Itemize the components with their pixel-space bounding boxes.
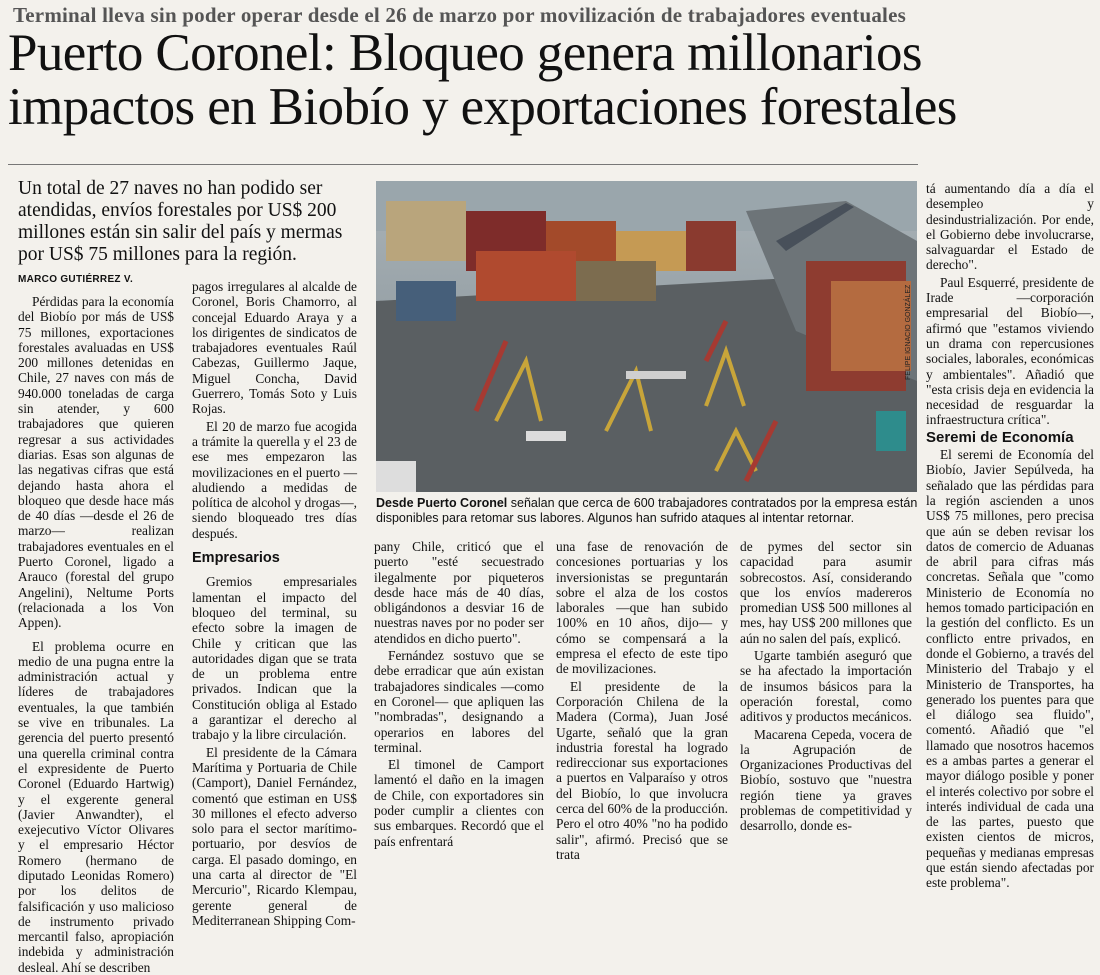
paragraph: El presidente de la Corporación Chilena de la Madera (Corma), Juan José Ugarte, señaló que la gran industria forestal ha logrado redireccionar sus exportaciones a puertos en Valparaíso y otros del Biobío, lo que involucra cerca del 60% de la producción. Pero el otro 40% "no ha podido salir", afirmó. Precisó que se trata <box>556 678 728 862</box>
column-5 <box>740 539 912 834</box>
column-2 <box>192 279 357 928</box>
column-1 <box>18 294 174 975</box>
paragraph: Ugarte también aseguró que se ha afectado la importación de insumos básicos para la operación forestal, como aditivos y productos mecánicos. <box>740 648 912 725</box>
port-photo <box>376 181 917 492</box>
column-4 <box>556 539 728 862</box>
paragraph: Pérdidas para la economía del Biobío por más de US$ 75 millones, exportaciones forestales avaluadas en US$ 200 millones detenidas en Chile, 27 naves con más de 940.000 toneladas de carga sin atender, y 600 trabajadores que quieren regresar a sus actividades diarias. Esas son algunas de las negativas cifras que está dejando hasta ahora el bloqueo que desde hace más de 40 días —desde el 26 de marzo— realizan trabajadores eventuales en el Puerto Coronel, ligado a Arauco (forestal del grupo Angelini), Neltume Ports (relacionada a los Von Appen). <box>18 294 174 631</box>
column-3 <box>374 539 544 849</box>
photo-caption <box>376 496 921 526</box>
paragraph: pany Chile, criticó que el puerto "esté secuestrado ilegalmente por piqueteros desde hace más de 40 días, obligándonos a desviar 16 de nuestras naves por no poder ser atendidos en dicho puerto". <box>374 539 544 646</box>
paragraph: pagos irregulares al alcalde de Coronel, Boris Chamorro, al concejal Eduardo Araya y a los dirigentes de sindicatos de trabajadores eventuales Raúl Cabezas, Guillermo Jaque, Miguel Concha, David Guerrero, Tomás Soto y Luis Rojas. <box>192 279 357 417</box>
subhead-empresarios: Empresarios <box>192 550 280 567</box>
paragraph: de pymes del sector sin capacidad para asumir sobrecostos. Así, considerando que los envíos madereros promedian US$ 500 millones al mes, hay US$ 200 millones que aún no salen del país, explicó. <box>740 539 912 646</box>
paragraph: Fernández sostuvo que se debe erradicar que aún existan trabajadores sindicales —como en Coronel— que apliquen las "nombradas", designando a operarios en labores del terminal. <box>374 648 544 755</box>
port-illustration <box>376 181 917 492</box>
paragraph: Gremios empresariales lamentan el impacto del bloqueo del terminal, su efecto sobre la imagen de Chile y critican que las autoridades digan que se trata de un problema entre privados. Indican que la Constitución obliga al Estado a garantizar el derecho al trabajo y la libre circulación. <box>192 574 357 743</box>
paragraph: Paul Esquerré, presidente de Irade —corporación empresarial del Biobío—, afirmó que "estamos viviendo un drama con repercusiones sociales, laborales, económicas y ambientales". Añadió que "esta crisis deja en evidencia la necesidad de resguardar la infraestructura crítica". <box>926 274 1094 428</box>
caption-text: señalan que cerca de 600 trabajadores contratados por la empresa están disponibles para retomar sus labores. Algunos han sufrido ataques al intentar retornar. <box>376 496 918 525</box>
paragraph: El timonel de Camport lamentó el daño en la imagen de Chile, con exportadores sin poder cumplir a clientes con sus embarques. Recordó que el país enfrentará <box>374 757 544 849</box>
subhead-seremi: Seremi de Economía <box>926 428 1074 446</box>
deck: Un total de 27 naves no han podido ser atendidas, envíos forestales por US$ 200 millones están sin salir del país y mermas por US$ 75 millones para la región. <box>18 178 343 265</box>
paragraph: El presidente de la Cámara Marítima y Portuaria de Chile (Camport), Daniel Fernández, comentó que estiman en US$ 30 millones el efecto adverso solo para el sector marítimo-portuario, por desvíos de carga. El pasado domingo, en una carta al director de "El Mercurio", Ricardo Klempau, gerente general de Mediterranean Shipping Com- <box>192 744 357 928</box>
paragraph: tá aumentando día a día el desempleo y desindustrialización. Por ende, el Gobierno debe involucrarse, salvaguardar el Estado de derecho". <box>926 181 1094 273</box>
paragraph: El seremi de Economía del Biobío, Javier Sepúlveda, ha señalado que las pérdidas para la región ascienden a unos US$ 75 millones, pero precisa que aún se deben revisar los datos de comercio de Aduanas de abril para cifras más concretas. Señala que "como Ministerio de Economía no hemos tomado participación en la gestión del conflicto. Es un conflicto entre privados, en donde el Gobierno, a través del Ministerio del Trabajo y el Ministerio de Transportes, ha generado los puentes para que el diálogo sea fluido", comentó. Añadió que "el llamado que nosotros hacemos es a ambas partes a generar el mayor diálogo posible y poner el interés colectivo por sobre el interés individual de cada una de las partes, puesto que existen cientos de micros, pequeñas y medianas empresas que están siendo afectadas por este problema". <box>926 447 1094 891</box>
caption-lead: Desde Puerto Coronel <box>376 496 508 510</box>
column-6 <box>926 181 1094 891</box>
paragraph: una fase de renovación de concesiones portuarias y los inversionistas se preguntarán sobre el alza de los costos laborales —que han subido 100% en 10 años, dijo— y cómo se compensará a la empresa el efecto de este tipo de movilizaciones. <box>556 539 728 677</box>
photo-credit: FELIPE IGNACIO GONZÁLEZ <box>905 284 912 380</box>
kicker: Terminal lleva sin poder operar desde el 26 de marzo por movilización de trabajadores eventuales <box>13 3 906 27</box>
paragraph: El 20 de marzo fue acogida a trámite la querella y el 23 de ese mes empezaron las movilizaciones en el puerto —aludiendo a medidas de política de alcohol y drogas—, siendo bloqueado tres días después. <box>192 418 357 541</box>
headline: Puerto Coronel: Bloqueo genera millonarios impactos en Biobío y exportaciones forestales <box>8 24 957 136</box>
paragraph: El problema ocurre en medio de una pugna entre la administración actual y líderes de trabajadores eventuales, la que también se vive en tribunales. La gerencia del puerto presentó una querella criminal contra el expresidente de Puerto Coronel (Eduardo Hartwig) y el exgerente general (Javier Anwandter), el exejecutivo Víctor Olivares y el empresario Héctor Romero (hermano de diputado Leonidas Romero) por los delitos de falsificación y uso malicioso de instrumento privado mercantil falso, apropiación indebida y administración desleal. Ahí se describen <box>18 638 174 975</box>
byline: MARCO GUTIÉRREZ V. <box>18 274 134 285</box>
divider <box>8 164 918 165</box>
paragraph: Macarena Cepeda, vocera de la Agrupación de Organizaciones Productivas del Biobío, sostuvo que "nuestra región tiene ya graves problemas de competitividad y desarrollo, donde es- <box>740 726 912 834</box>
